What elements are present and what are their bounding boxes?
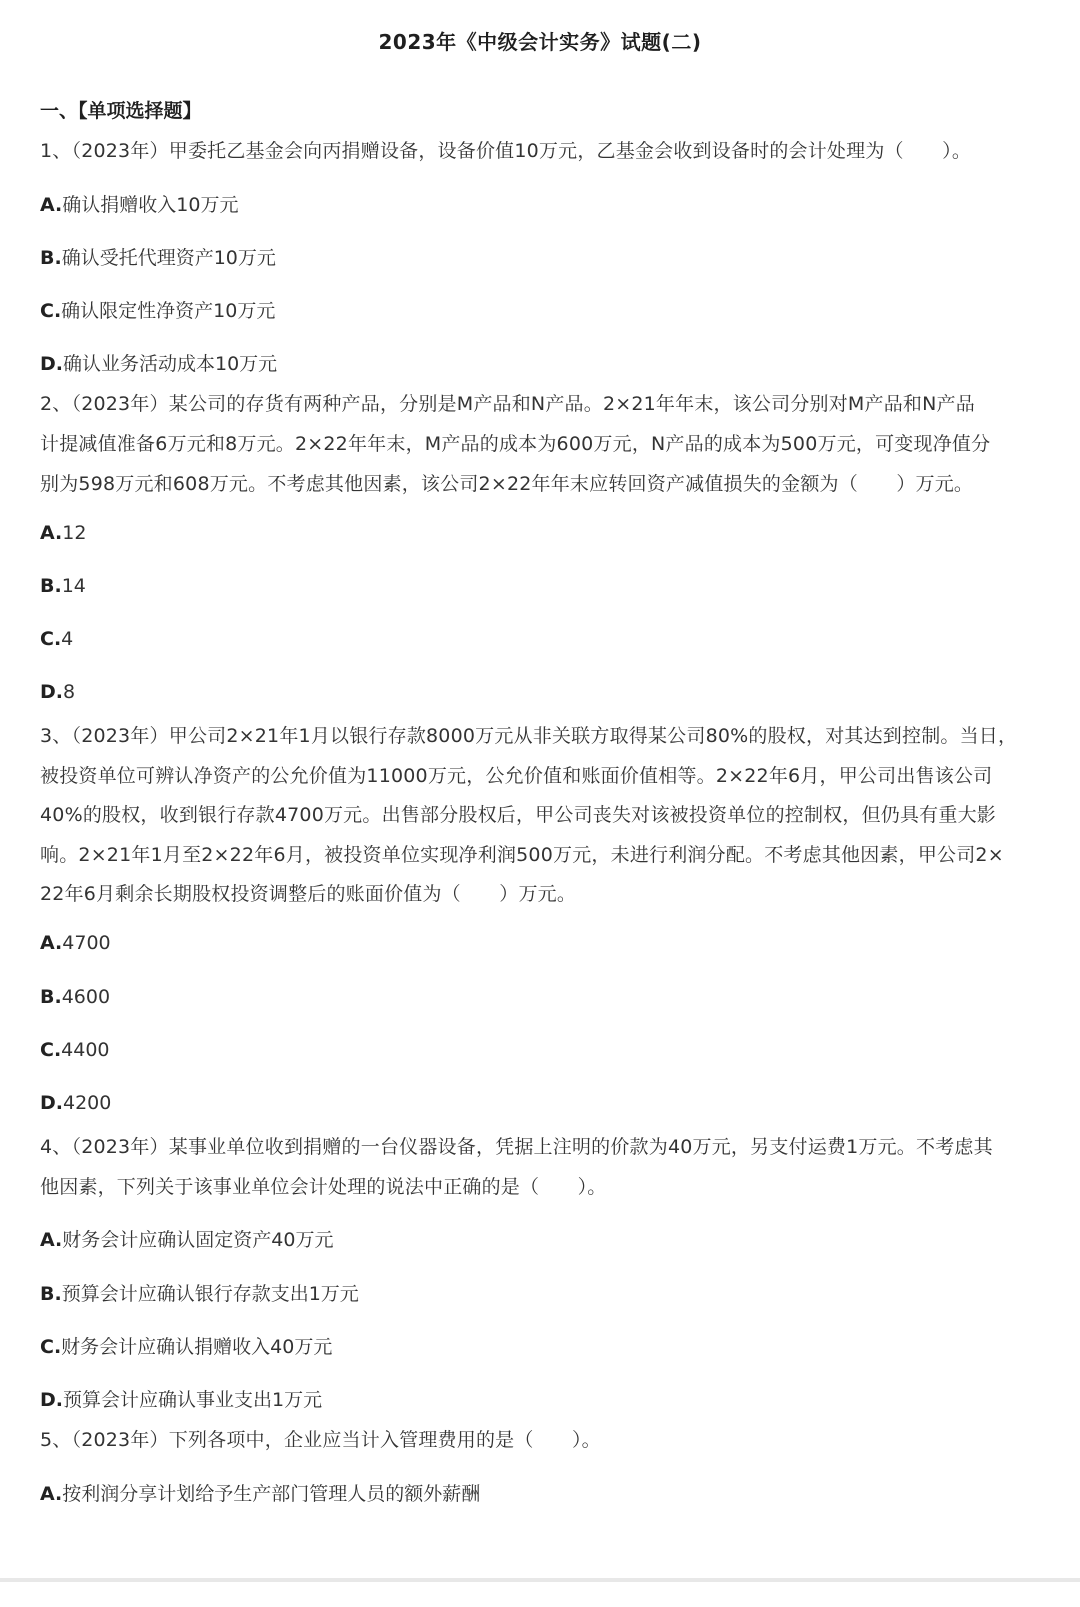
question-4-option-b[interactable] bbox=[40, 1279, 359, 1306]
question-2-stem-line-3: 别为598万元和608万元。不考虑其他因素，该公司2×22年年末应转回资产减值损失的金额为（ ）万元。 bbox=[40, 473, 974, 495]
question-2-option-a[interactable] bbox=[40, 522, 86, 544]
option-letter: A. bbox=[40, 1483, 63, 1505]
question-2-option-c[interactable] bbox=[40, 628, 73, 650]
option-text: 4700 bbox=[62, 932, 111, 954]
question-3-stem-line-5: 22年6月剩余长期股权投资调整后的账面价值为（ ）万元。 bbox=[40, 883, 577, 905]
document-title: 2023年《中级会计实务》试题(二) bbox=[378, 30, 702, 54]
option-letter: A. bbox=[40, 522, 63, 544]
option-letter: C. bbox=[40, 628, 62, 650]
option-text: 财务会计应确认固定资产40万元 bbox=[62, 1229, 334, 1251]
option-letter: B. bbox=[40, 247, 62, 269]
option-letter: B. bbox=[40, 986, 62, 1008]
question-3-stem-line-4: 响。2×21年1月至2×22年6月，被投资单位实现净利润500万元，未进行利润分配。不考虑其他因素，甲公司2× bbox=[40, 844, 1004, 866]
question-1-stem-line-1: 1、（2023年）甲委托乙基金会向丙捐赠设备，设备价值10万元，乙基金会收到设备时的会计处理为（ ）。 bbox=[40, 140, 972, 162]
option-text: 14 bbox=[61, 575, 86, 597]
option-text: 4600 bbox=[61, 986, 111, 1008]
option-text: 按利润分享计划给予生产部门管理人员的额外薪酬 bbox=[62, 1483, 481, 1505]
option-text: 8 bbox=[63, 681, 76, 703]
question-2-stem-line-1: 2、（2023年）某公司的存货有两种产品，分别是M产品和N产品。2×21年年末，该公司分别对M产品和N产品 bbox=[40, 393, 975, 415]
option-text: 财务会计应确认捐赠收入40万元 bbox=[61, 1336, 333, 1358]
question-3-option-b[interactable] bbox=[40, 986, 110, 1008]
option-letter: D. bbox=[40, 1389, 63, 1411]
option-letter: A. bbox=[40, 932, 63, 954]
question-1-option-a[interactable] bbox=[40, 190, 238, 217]
option-text: 4 bbox=[61, 628, 74, 650]
question-2-stem-line-2: 计提减值准备6万元和8万元。2×22年年末，M产品的成本为600万元，N产品的成本为500万元，可变现净值分 bbox=[40, 433, 991, 455]
option-letter: A. bbox=[40, 1229, 63, 1251]
question-1-option-c[interactable] bbox=[40, 296, 275, 323]
option-text: 4400 bbox=[61, 1039, 110, 1061]
section-heading: 一、【单项选择题】 bbox=[40, 100, 202, 122]
option-text: 4200 bbox=[63, 1092, 112, 1114]
question-3-option-c[interactable] bbox=[40, 1039, 110, 1061]
option-text: 12 bbox=[62, 522, 87, 544]
page-bottom-divider bbox=[0, 1578, 1080, 1582]
option-letter: C. bbox=[40, 1039, 62, 1061]
option-letter: A. bbox=[40, 194, 63, 216]
question-4-stem-line-1: 4、（2023年）某事业单位收到捐赠的一台仪器设备，凭据上注明的价款为40万元，另支付运费1万元。不考虑其 bbox=[40, 1136, 993, 1158]
option-text: 确认业务活动成本10万元 bbox=[63, 353, 278, 375]
question-3-option-a[interactable] bbox=[40, 932, 111, 954]
option-letter: D. bbox=[40, 1092, 63, 1114]
option-letter: D. bbox=[40, 353, 63, 375]
question-3-option-d[interactable] bbox=[40, 1092, 111, 1114]
question-4-option-c[interactable] bbox=[40, 1332, 332, 1359]
option-letter: B. bbox=[40, 1283, 62, 1305]
option-text: 确认受托代理资产10万元 bbox=[61, 247, 276, 269]
question-4-option-a[interactable] bbox=[40, 1225, 333, 1252]
question-2-option-d[interactable] bbox=[40, 681, 75, 703]
question-5-option-a[interactable] bbox=[40, 1479, 480, 1506]
question-4-option-d[interactable] bbox=[40, 1385, 322, 1412]
question-4-stem-line-2: 他因素，下列关于该事业单位会计处理的说法中正确的是（ ）。 bbox=[40, 1176, 607, 1198]
option-letter: D. bbox=[40, 681, 63, 703]
question-1-option-d[interactable] bbox=[40, 349, 277, 376]
question-3-stem-line-2: 被投资单位可辨认净资产的公允价值为11000万元，公允价值和账面价值相等。2×22年6月，甲公司出售该公司 bbox=[40, 765, 993, 787]
option-text: 确认捐赠收入10万元 bbox=[62, 194, 239, 216]
question-3-stem-line-1: 3、（2023年）甲公司2×21年1月以银行存款8000万元从非关联方取得某公司80%的股权，对其达到控制。当日， bbox=[40, 725, 1018, 747]
option-text: 确认限定性净资产10万元 bbox=[61, 300, 276, 322]
question-2-option-b[interactable] bbox=[40, 575, 86, 597]
question-1-option-b[interactable] bbox=[40, 243, 276, 270]
option-letter: B. bbox=[40, 575, 62, 597]
option-text: 预算会计应确认银行存款支出1万元 bbox=[61, 1283, 359, 1305]
option-letter: C. bbox=[40, 1336, 62, 1358]
option-letter: C. bbox=[40, 300, 62, 322]
option-text: 预算会计应确认事业支出1万元 bbox=[63, 1389, 323, 1411]
question-3-stem-line-3: 40%的股权，收到银行存款4700万元。出售部分股权后，甲公司丧失对该被投资单位的控制权，但仍具有重大影 bbox=[40, 804, 996, 826]
question-5-stem-line-1: 5、（2023年）下列各项中，企业应当计入管理费用的是（ ）。 bbox=[40, 1429, 601, 1451]
